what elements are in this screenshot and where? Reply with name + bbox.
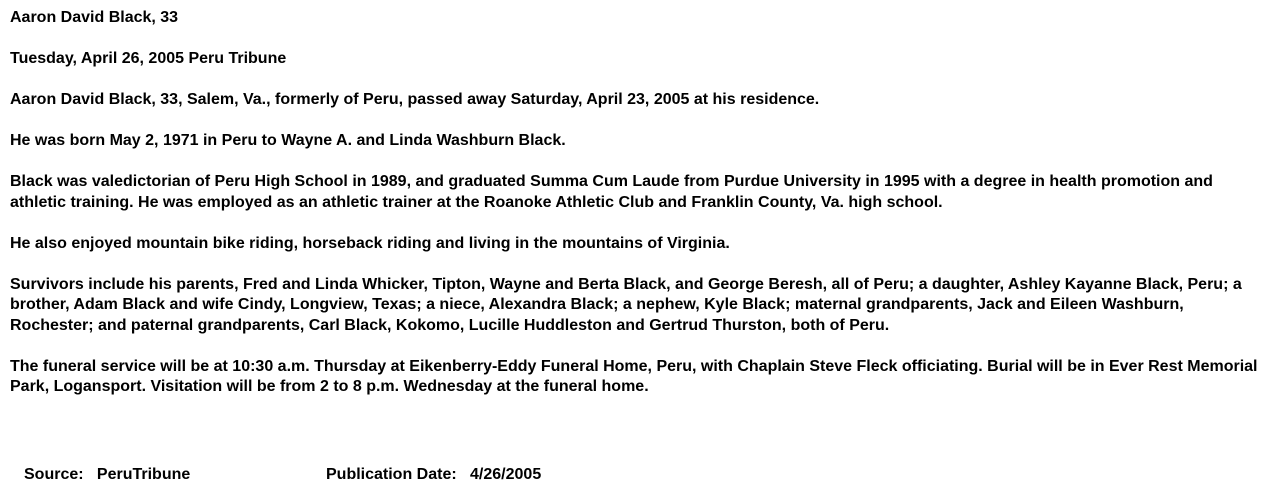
obituary-document [10, 8, 1260, 418]
paragraph-death-notice: Aaron David Black, 33, Salem, Va., formerly of Peru, passed away Saturday, April 23, 2005 at his residence. [10, 91, 820, 108]
source-field [24, 465, 326, 486]
source-value: PeruTribune [96, 466, 191, 483]
source-label: Source: [24, 466, 84, 483]
dateline: Tuesday, April 26, 2005 Peru Tribune [10, 50, 287, 67]
paragraph-birth: He was born May 2, 1971 in Peru to Wayne A. and Linda Washburn Black. [10, 132, 566, 149]
paragraph-funeral-service: The funeral service will be at 10:30 a.m. Thursday at Eikenberry-Eddy Funeral Home, Peru, with Chaplain Steve Fleck officiating. Burial will be in Ever Rest Memorial Park, Logansport. Visitation will be from 2 to 8 p.m. Wednesday at the funeral home. [10, 357, 1258, 395]
source-footer [24, 465, 1224, 486]
paragraph-education-career: Black was valedictorian of Peru High School in 1989, and graduated Summa Cum Laude from Purdue University in 1995 with a degree in health promotion and athletic training. He was employed as an athletic trainer at the Roanoke Athletic Club and Franklin County, Va. high school. [10, 173, 1213, 211]
publication-date-field [326, 465, 541, 486]
paragraph-hobbies: He also enjoyed mountain bike riding, horseback riding and living in the mountains of Virginia. [10, 234, 730, 252]
paragraph-survivors: Survivors include his parents, Fred and Linda Whicker, Tipton, Wayne and Berta Black, and George Beresh, all of Peru; a daughter, Ashley Kayanne Black, Peru; a brother, Adam Black and wife Cindy, Longview, Texas; a niece, Alexandra Black; a nephew, Kyle Black; maternal grandparents, Jack and Eileen Washburn, Rochester; and paternal grandparents, Carl Black, Kokomo, Lucille Huddleston and Gertrud Thurston, both of Peru. [10, 275, 1242, 334]
publication-date-label: Publication Date: [326, 466, 457, 483]
publication-date-value: 4/26/2005 [470, 466, 542, 483]
obituary-title: Aaron David Black, 33 [10, 9, 179, 26]
